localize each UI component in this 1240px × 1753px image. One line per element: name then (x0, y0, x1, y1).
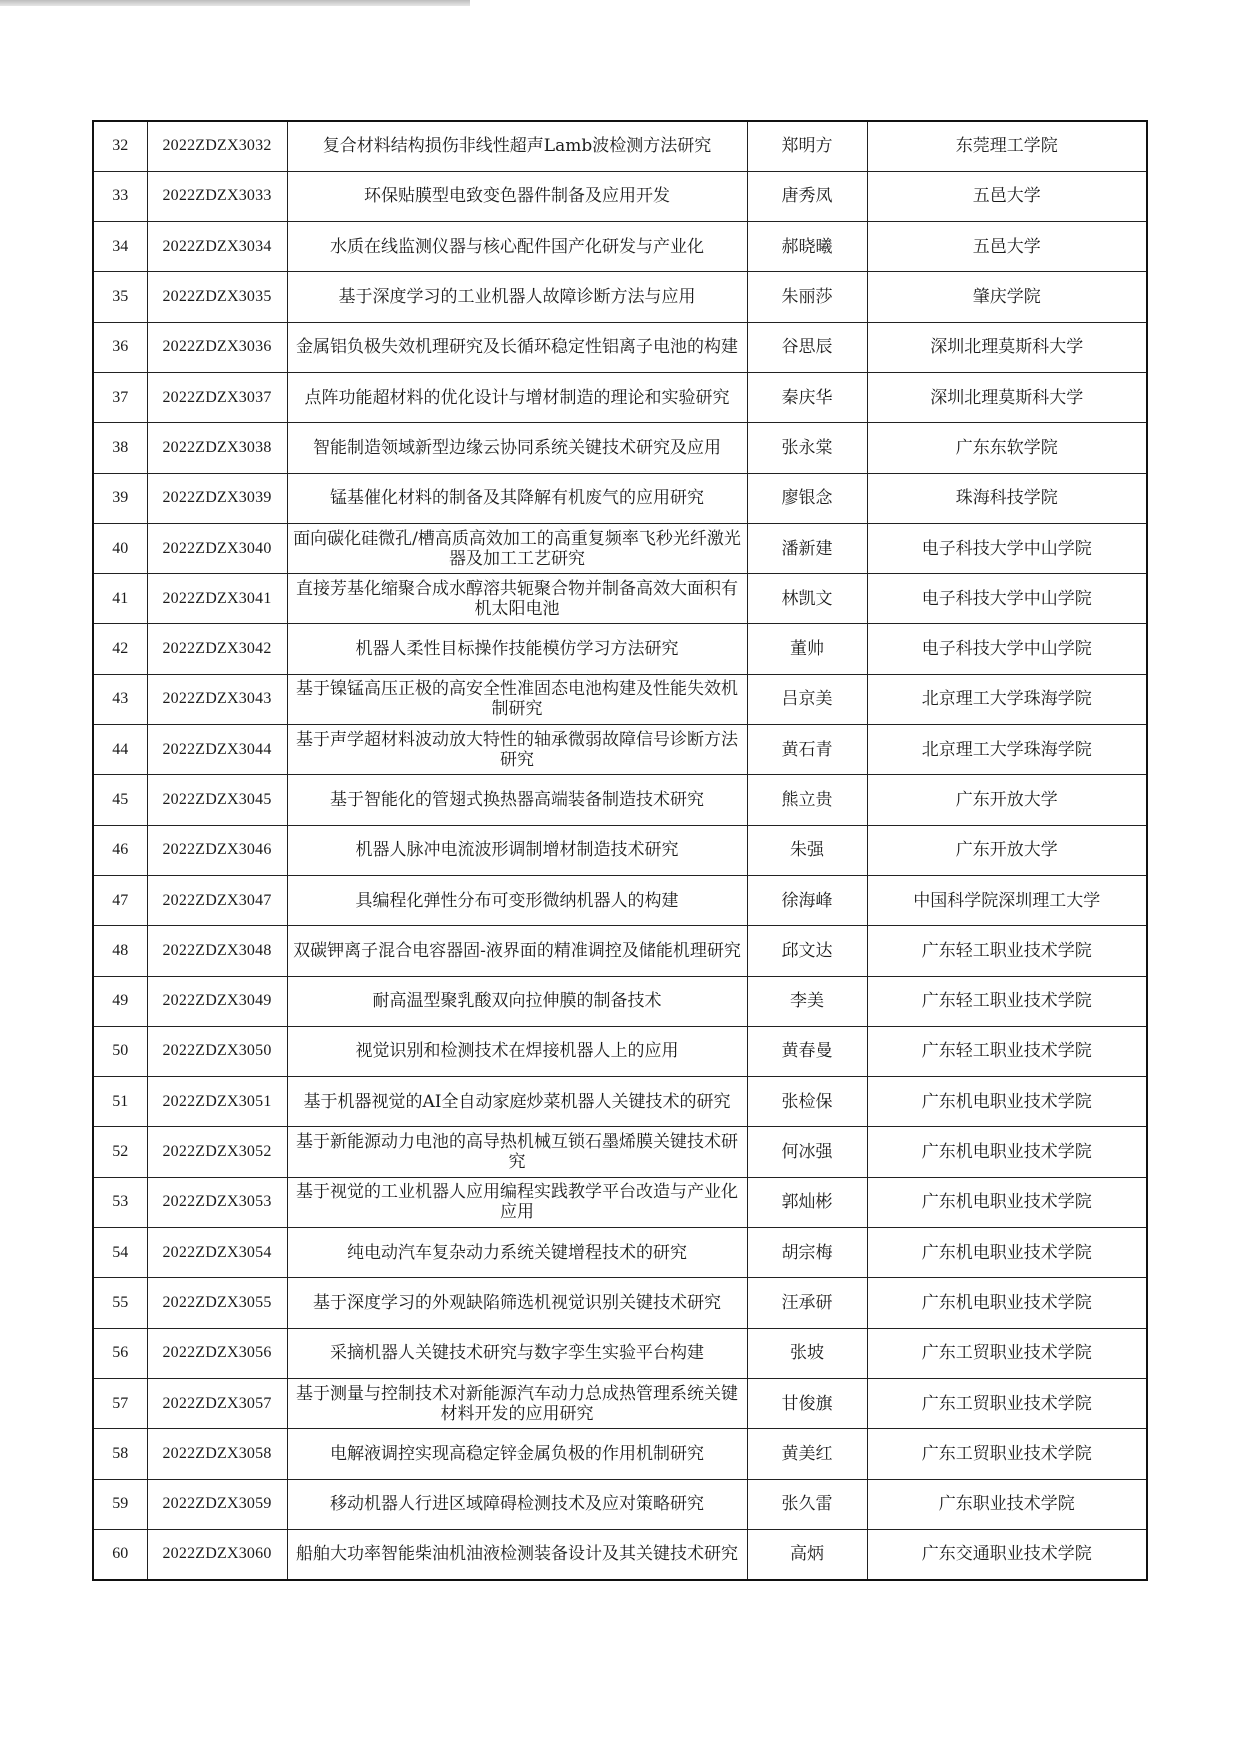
institution-cell: 广东轻工职业技术学院 (867, 926, 1147, 976)
table-row (93, 775, 1147, 825)
project-leader-cell: 谷思辰 (747, 322, 867, 372)
row-number-cell: 41 (93, 574, 147, 624)
project-leader-cell: 邱文达 (747, 926, 867, 976)
project-code-cell: 2022ZDZX3032 (147, 121, 287, 171)
row-number-cell: 42 (93, 624, 147, 674)
table-row (93, 473, 1147, 523)
project-title-cell: 水质在线监测仪器与核心配件国产化研发与产业化 (287, 222, 747, 272)
project-code-cell: 2022ZDZX3046 (147, 825, 287, 875)
table-row (93, 272, 1147, 322)
scan-edge (0, 0, 470, 6)
project-title-cell: 智能制造领域新型边缘云协同系统关键技术研究及应用 (287, 423, 747, 473)
project-code-cell: 2022ZDZX3038 (147, 423, 287, 473)
project-code-cell: 2022ZDZX3059 (147, 1479, 287, 1529)
institution-cell: 广东轻工职业技术学院 (867, 1026, 1147, 1076)
project-code-cell: 2022ZDZX3049 (147, 976, 287, 1026)
project-code-cell: 2022ZDZX3036 (147, 322, 287, 372)
project-leader-cell: 黄美红 (747, 1429, 867, 1479)
project-code-cell: 2022ZDZX3053 (147, 1177, 287, 1227)
row-number-cell: 55 (93, 1278, 147, 1328)
table-row (93, 372, 1147, 422)
project-code-cell: 2022ZDZX3034 (147, 222, 287, 272)
row-number-cell: 47 (93, 875, 147, 925)
project-title-cell: 环保贴膜型电致变色器件制备及应用开发 (287, 171, 747, 221)
institution-cell: 广东开放大学 (867, 775, 1147, 825)
project-code-cell: 2022ZDZX3052 (147, 1127, 287, 1177)
project-leader-cell: 张检保 (747, 1077, 867, 1127)
project-leader-cell: 高炳 (747, 1529, 867, 1579)
project-title-cell: 基于深度学习的外观缺陷筛选机视觉识别关键技术研究 (287, 1278, 747, 1328)
project-title-cell: 基于测量与控制技术对新能源汽车动力总成热管理系统关键材料开发的应用研究 (287, 1378, 747, 1428)
project-leader-cell: 唐秀凤 (747, 171, 867, 221)
institution-cell: 广东职业技术学院 (867, 1479, 1147, 1529)
row-number-cell: 39 (93, 473, 147, 523)
table-row (93, 322, 1147, 372)
project-title-cell: 纯电动汽车复杂动力系统关键增程技术的研究 (287, 1228, 747, 1278)
project-leader-cell: 郑明方 (747, 121, 867, 171)
table-row (93, 1479, 1147, 1529)
institution-cell: 深圳北理莫斯科大学 (867, 322, 1147, 372)
institution-cell: 广东东软学院 (867, 423, 1147, 473)
table-row (93, 121, 1147, 171)
project-leader-cell: 董帅 (747, 624, 867, 674)
project-title-cell: 具编程化弹性分布可变形微纳机器人的构建 (287, 875, 747, 925)
project-title-cell: 机器人柔性目标操作技能模仿学习方法研究 (287, 624, 747, 674)
project-title-cell: 金属铝负极失效机理研究及长循环稳定性铝离子电池的构建 (287, 322, 747, 372)
project-code-cell: 2022ZDZX3042 (147, 624, 287, 674)
project-leader-cell: 朱丽莎 (747, 272, 867, 322)
project-title-cell: 点阵功能超材料的优化设计与增材制造的理论和实验研究 (287, 372, 747, 422)
table-row (93, 1378, 1147, 1428)
row-number-cell: 51 (93, 1077, 147, 1127)
table-row (93, 926, 1147, 976)
table-row (93, 725, 1147, 775)
project-title-cell: 基于镍锰高压正极的高安全性准固态电池构建及性能失效机制研究 (287, 674, 747, 724)
institution-cell: 电子科技大学中山学院 (867, 574, 1147, 624)
institution-cell: 五邑大学 (867, 171, 1147, 221)
institution-cell: 广东工贸职业技术学院 (867, 1378, 1147, 1428)
project-code-cell: 2022ZDZX3057 (147, 1378, 287, 1428)
project-leader-cell: 林凯文 (747, 574, 867, 624)
table-row (93, 574, 1147, 624)
project-code-cell: 2022ZDZX3043 (147, 674, 287, 724)
institution-cell: 珠海科技学院 (867, 473, 1147, 523)
project-code-cell: 2022ZDZX3051 (147, 1077, 287, 1127)
table-row (93, 222, 1147, 272)
project-code-cell: 2022ZDZX3035 (147, 272, 287, 322)
institution-cell: 广东机电职业技术学院 (867, 1278, 1147, 1328)
project-title-cell: 锰基催化材料的制备及其降解有机废气的应用研究 (287, 473, 747, 523)
project-title-cell: 采摘机器人关键技术研究与数字孪生实验平台构建 (287, 1328, 747, 1378)
table-row (93, 674, 1147, 724)
table-row (93, 1429, 1147, 1479)
row-number-cell: 50 (93, 1026, 147, 1076)
institution-cell: 北京理工大学珠海学院 (867, 674, 1147, 724)
project-leader-cell: 黄石青 (747, 725, 867, 775)
row-number-cell: 36 (93, 322, 147, 372)
row-number-cell: 33 (93, 171, 147, 221)
project-leader-cell: 张久雷 (747, 1479, 867, 1529)
project-leader-cell: 郝晓曦 (747, 222, 867, 272)
table-row (93, 171, 1147, 221)
project-title-cell: 基于视觉的工业机器人应用编程实践教学平台改造与产业化应用 (287, 1177, 747, 1227)
row-number-cell: 43 (93, 674, 147, 724)
institution-cell: 广东机电职业技术学院 (867, 1077, 1147, 1127)
institution-cell: 广东工贸职业技术学院 (867, 1429, 1147, 1479)
project-title-cell: 基于智能化的管翅式换热器高端装备制造技术研究 (287, 775, 747, 825)
row-number-cell: 60 (93, 1529, 147, 1579)
row-number-cell: 46 (93, 825, 147, 875)
project-leader-cell: 汪承研 (747, 1278, 867, 1328)
project-leader-cell: 李美 (747, 976, 867, 1026)
project-title-cell: 面向碳化硅微孔/槽高质高效加工的高重复频率飞秒光纤激光器及加工工艺研究 (287, 523, 747, 573)
row-number-cell: 53 (93, 1177, 147, 1227)
row-number-cell: 59 (93, 1479, 147, 1529)
row-number-cell: 34 (93, 222, 147, 272)
table-row (93, 875, 1147, 925)
project-title-cell: 基于新能源动力电池的高导热机械互锁石墨烯膜关键技术研究 (287, 1127, 747, 1177)
project-title-cell: 船舶大功率智能柴油机油液检测装备设计及其关键技术研究 (287, 1529, 747, 1579)
institution-cell: 广东机电职业技术学院 (867, 1177, 1147, 1227)
project-leader-cell: 廖银念 (747, 473, 867, 523)
project-code-cell: 2022ZDZX3040 (147, 523, 287, 573)
project-title-cell: 直接芳基化缩聚合成水醇溶共轭聚合物并制备高效大面积有机太阳电池 (287, 574, 747, 624)
table-row (93, 1278, 1147, 1328)
table-row (93, 624, 1147, 674)
project-code-cell: 2022ZDZX3044 (147, 725, 287, 775)
project-leader-cell: 黄春曼 (747, 1026, 867, 1076)
project-leader-cell: 徐海峰 (747, 875, 867, 925)
table-row (93, 1328, 1147, 1378)
project-code-cell: 2022ZDZX3048 (147, 926, 287, 976)
table-row (93, 423, 1147, 473)
institution-cell: 电子科技大学中山学院 (867, 523, 1147, 573)
institution-cell: 广东开放大学 (867, 825, 1147, 875)
row-number-cell: 38 (93, 423, 147, 473)
institution-cell: 肇庆学院 (867, 272, 1147, 322)
row-number-cell: 49 (93, 976, 147, 1026)
table-row (93, 523, 1147, 573)
table-row (93, 825, 1147, 875)
project-leader-cell: 张坡 (747, 1328, 867, 1378)
project-title-cell: 基于机器视觉的AI全自动家庭炒菜机器人关键技术的研究 (287, 1077, 747, 1127)
institution-cell: 电子科技大学中山学院 (867, 624, 1147, 674)
project-leader-cell: 朱强 (747, 825, 867, 875)
institution-cell: 广东工贸职业技术学院 (867, 1328, 1147, 1378)
row-number-cell: 32 (93, 121, 147, 171)
row-number-cell: 44 (93, 725, 147, 775)
project-code-cell: 2022ZDZX3060 (147, 1529, 287, 1579)
project-title-cell: 复合材料结构损伤非线性超声Lamb波检测方法研究 (287, 121, 747, 171)
project-code-cell: 2022ZDZX3055 (147, 1278, 287, 1328)
row-number-cell: 54 (93, 1228, 147, 1278)
institution-cell: 深圳北理莫斯科大学 (867, 372, 1147, 422)
project-code-cell: 2022ZDZX3041 (147, 574, 287, 624)
project-leader-cell: 潘新建 (747, 523, 867, 573)
table-row (93, 976, 1147, 1026)
project-title-cell: 基于深度学习的工业机器人故障诊断方法与应用 (287, 272, 747, 322)
project-leader-cell: 甘俊旗 (747, 1378, 867, 1428)
project-leader-cell: 秦庆华 (747, 372, 867, 422)
row-number-cell: 52 (93, 1127, 147, 1177)
table-row (93, 1127, 1147, 1177)
row-number-cell: 57 (93, 1378, 147, 1428)
project-code-cell: 2022ZDZX3037 (147, 372, 287, 422)
project-code-cell: 2022ZDZX3033 (147, 171, 287, 221)
institution-cell: 五邑大学 (867, 222, 1147, 272)
project-leader-cell: 郭灿彬 (747, 1177, 867, 1227)
project-table-body (93, 121, 1147, 1580)
project-code-cell: 2022ZDZX3054 (147, 1228, 287, 1278)
row-number-cell: 45 (93, 775, 147, 825)
row-number-cell: 40 (93, 523, 147, 573)
project-code-cell: 2022ZDZX3045 (147, 775, 287, 825)
table-row (93, 1177, 1147, 1227)
project-title-cell: 双碳钾离子混合电容器固-液界面的精准调控及储能机理研究 (287, 926, 747, 976)
project-title-cell: 耐高温型聚乳酸双向拉伸膜的制备技术 (287, 976, 747, 1026)
institution-cell: 广东轻工职业技术学院 (867, 976, 1147, 1026)
row-number-cell: 56 (93, 1328, 147, 1378)
project-leader-cell: 吕京美 (747, 674, 867, 724)
institution-cell: 广东机电职业技术学院 (867, 1228, 1147, 1278)
table-row (93, 1529, 1147, 1579)
institution-cell: 东莞理工学院 (867, 121, 1147, 171)
project-code-cell: 2022ZDZX3058 (147, 1429, 287, 1479)
project-leader-cell: 胡宗梅 (747, 1228, 867, 1278)
project-table (92, 120, 1148, 1581)
institution-cell: 中国科学院深圳理工大学 (867, 875, 1147, 925)
project-code-cell: 2022ZDZX3039 (147, 473, 287, 523)
project-leader-cell: 何冰强 (747, 1127, 867, 1177)
project-title-cell: 基于声学超材料波动放大特性的轴承微弱故障信号诊断方法研究 (287, 725, 747, 775)
institution-cell: 广东交通职业技术学院 (867, 1529, 1147, 1579)
project-title-cell: 移动机器人行进区域障碍检测技术及应对策略研究 (287, 1479, 747, 1529)
row-number-cell: 35 (93, 272, 147, 322)
project-leader-cell: 张永棠 (747, 423, 867, 473)
project-title-cell: 视觉识别和检测技术在焊接机器人上的应用 (287, 1026, 747, 1076)
table-row (93, 1077, 1147, 1127)
project-code-cell: 2022ZDZX3047 (147, 875, 287, 925)
project-code-cell: 2022ZDZX3050 (147, 1026, 287, 1076)
row-number-cell: 37 (93, 372, 147, 422)
project-title-cell: 电解液调控实现高稳定锌金属负极的作用机制研究 (287, 1429, 747, 1479)
project-code-cell: 2022ZDZX3056 (147, 1328, 287, 1378)
project-leader-cell: 熊立贵 (747, 775, 867, 825)
row-number-cell: 58 (93, 1429, 147, 1479)
institution-cell: 北京理工大学珠海学院 (867, 725, 1147, 775)
project-title-cell: 机器人脉冲电流波形调制增材制造技术研究 (287, 825, 747, 875)
institution-cell: 广东机电职业技术学院 (867, 1127, 1147, 1177)
table-row (93, 1026, 1147, 1076)
table-row (93, 1228, 1147, 1278)
row-number-cell: 48 (93, 926, 147, 976)
